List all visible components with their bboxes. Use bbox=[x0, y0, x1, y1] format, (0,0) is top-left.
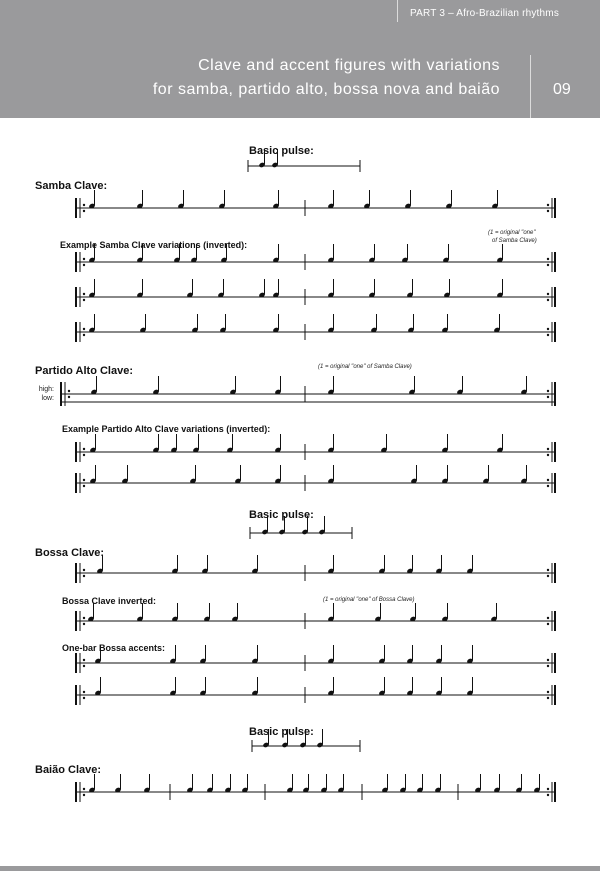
repeat-dot bbox=[83, 258, 85, 260]
repeat-dot bbox=[547, 390, 549, 392]
samba-note-line-2: of Samba Clave) bbox=[492, 238, 537, 244]
repeat-dot bbox=[83, 665, 85, 667]
start-barline bbox=[75, 287, 77, 307]
end-barline bbox=[554, 442, 556, 462]
repeat-dot bbox=[547, 210, 549, 212]
high-label: high: bbox=[38, 386, 54, 393]
repeat-dot bbox=[83, 264, 85, 266]
repeat-dot bbox=[547, 328, 549, 330]
end-barline bbox=[554, 287, 556, 307]
start-barline bbox=[75, 611, 77, 631]
repeat-dot bbox=[547, 334, 549, 336]
samba-variations-label: Example Samba Clave variations (inverted): bbox=[60, 240, 248, 250]
repeat-dot bbox=[83, 454, 85, 456]
repeat-dot bbox=[547, 697, 549, 699]
page-title-line-2: for samba, partido alto, bossa nova and baião bbox=[152, 81, 500, 98]
bossa-clave-label: Bossa Clave: bbox=[35, 547, 105, 559]
staves bbox=[60, 149, 556, 802]
repeat-dot bbox=[83, 210, 85, 212]
repeat-dot bbox=[83, 299, 85, 301]
repeat-dot bbox=[547, 299, 549, 301]
repeat-dot bbox=[83, 204, 85, 206]
repeat-dot bbox=[547, 293, 549, 295]
end-barline bbox=[554, 653, 556, 673]
partido-alto-label: Partido Alto Clave: bbox=[35, 365, 133, 377]
end-barline bbox=[554, 473, 556, 493]
repeat-dot bbox=[83, 575, 85, 577]
repeat-dot bbox=[547, 204, 549, 206]
samba-note-line-1: (1 = original "one" bbox=[488, 230, 536, 236]
repeat-dot bbox=[547, 665, 549, 667]
start-barline bbox=[75, 252, 77, 272]
end-barline bbox=[554, 782, 556, 802]
repeat-dot bbox=[547, 485, 549, 487]
end-barline bbox=[554, 685, 556, 705]
repeat-dot bbox=[547, 794, 549, 796]
part-label: PART 3 – Afro-Brazilian rhythms bbox=[410, 8, 560, 19]
repeat-dot bbox=[83, 691, 85, 693]
repeat-dot bbox=[83, 334, 85, 336]
start-barline bbox=[75, 563, 77, 583]
repeat-dot bbox=[83, 794, 85, 796]
page-title-line-1: Clave and accent figures with variations bbox=[198, 57, 500, 74]
bossa-note: (1 = original "one" of Bossa Clave) bbox=[323, 597, 415, 603]
repeat-dot bbox=[83, 569, 85, 571]
end-barline bbox=[554, 563, 556, 583]
start-barline bbox=[75, 442, 77, 462]
end-barline bbox=[554, 322, 556, 342]
basic-pulse-label-2: Basic pulse: bbox=[249, 509, 314, 521]
repeat-dot bbox=[83, 328, 85, 330]
bossa-inverted-label: Bossa Clave inverted: bbox=[62, 596, 157, 606]
partido-note: (1 = original "one" of Samba Clave) bbox=[318, 364, 412, 370]
repeat-dot bbox=[547, 575, 549, 577]
start-barline bbox=[75, 322, 77, 342]
repeat-dot bbox=[547, 454, 549, 456]
start-barline bbox=[60, 382, 62, 406]
page-number: 09 bbox=[553, 81, 571, 98]
bottom-bar bbox=[0, 866, 600, 871]
repeat-dot bbox=[83, 479, 85, 481]
repeat-dot bbox=[547, 617, 549, 619]
repeat-dot bbox=[547, 448, 549, 450]
end-barline bbox=[554, 382, 556, 406]
repeat-dot bbox=[547, 258, 549, 260]
partido-variations-label: Example Partido Alto Clave variations (inverted): bbox=[62, 424, 271, 434]
repeat-dot bbox=[83, 788, 85, 790]
start-barline bbox=[75, 653, 77, 673]
repeat-dot bbox=[547, 788, 549, 790]
repeat-dot bbox=[83, 617, 85, 619]
baiao-clave-label: Baião Clave: bbox=[35, 764, 102, 776]
start-barline bbox=[75, 198, 77, 218]
repeat-dot bbox=[547, 569, 549, 571]
low-label: low: bbox=[41, 395, 54, 402]
start-barline bbox=[75, 685, 77, 705]
repeat-dot bbox=[547, 623, 549, 625]
repeat-dot bbox=[547, 396, 549, 398]
basic-pulse-label-1: Basic pulse: bbox=[249, 145, 314, 157]
repeat-dot bbox=[547, 659, 549, 661]
repeat-dot bbox=[83, 697, 85, 699]
repeat-dot bbox=[83, 485, 85, 487]
repeat-dot bbox=[547, 691, 549, 693]
end-barline bbox=[554, 252, 556, 272]
end-barline bbox=[554, 611, 556, 631]
repeat-dot bbox=[547, 479, 549, 481]
start-barline bbox=[75, 473, 77, 493]
samba-clave-label: Samba Clave: bbox=[35, 180, 108, 192]
repeat-dot bbox=[83, 293, 85, 295]
repeat-dot bbox=[68, 390, 70, 392]
repeat-dot bbox=[83, 448, 85, 450]
repeat-dot bbox=[68, 396, 70, 398]
end-barline bbox=[554, 198, 556, 218]
repeat-dot bbox=[547, 264, 549, 266]
repeat-dot bbox=[83, 659, 85, 661]
repeat-dot bbox=[83, 623, 85, 625]
basic-pulse-label-3: Basic pulse: bbox=[249, 726, 314, 738]
one-bar-bossa-label: One-bar Bossa accents: bbox=[62, 643, 166, 653]
start-barline bbox=[75, 782, 77, 802]
